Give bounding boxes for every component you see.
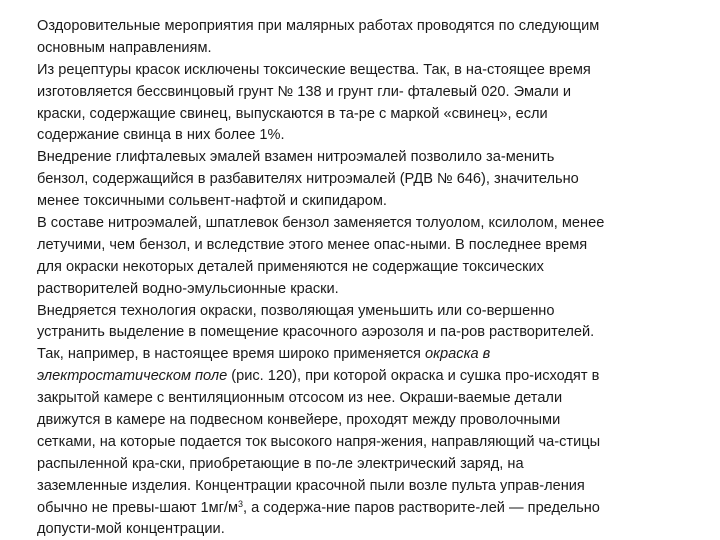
document-text — [37, 16, 697, 540]
text-line: Внедрение глифталевых эмалей взамен нитроэмалей позволило за-менить — [37, 149, 555, 166]
text-line: распыленной кра-ски, приобретающие в по-ле электрический заряд, на — [37, 455, 524, 472]
text-line: допусти-мой концентрации. — [37, 521, 225, 538]
text-line: обычно не превы-шают $1мг/м^3$, а содержа-ние паров растворите-лей — предельно — [37, 498, 600, 516]
text-line: содержание свинца в них более 1%. — [37, 127, 285, 144]
superscript: 3 — [238, 498, 244, 509]
text-line: В составе нитроэмалей, шпатлевок бензол заменяется толуолом, ксилолом, менее — [37, 215, 605, 232]
text-line: краски, содержащие свинец, выпускаются в та-ре с маркой «свинец», если — [37, 105, 548, 122]
text-line: менее токсичными сольвент-нафтой и скипидаром. — [37, 193, 387, 210]
text-line: растворителей водно-эмульсионные краски. — [37, 280, 339, 297]
text-line: для окраски некоторых деталей применяются не содержащие токсических — [37, 258, 544, 275]
text-line: Из рецептуры красок исключены токсические вещества. Так, в на-стоящее время — [37, 61, 591, 78]
text-line: электростатическом поле (рис. 120), при которой окраска и сушка про-исходят в — [37, 368, 600, 385]
text-line: закрытой камере с вентиляционным отсосом из нее. Окраши-ваемые детали — [37, 390, 563, 407]
text-line: бензол, содержащийся в разбавителях нитроэмалей (РДВ № 646), значительно — [37, 171, 579, 188]
text-line: Оздоровительные мероприятия при малярных работах проводятся по следующим — [37, 18, 600, 34]
text-line: изготовляется бессвинцовый грунт № 138 и грунт гли- фталевый 020. Эмали и — [37, 83, 572, 100]
text-line: устранить выделение в помещение красочного аэрозоля и па-ров растворителей. — [37, 324, 595, 341]
italic-term: электростатическом поле — [37, 368, 228, 385]
text-line: заземленные изделия. Концентрации красочной пыли возле пульта управ-ления — [37, 477, 585, 494]
text-line: летучими, чем бензол, и вследствие этого менее опас-ными. В последнее время — [37, 236, 588, 253]
text-line: Внедряется технология окраски, позволяющая уменьшить или со-вершенно — [37, 302, 555, 319]
text-line: основным направлениям. — [37, 39, 212, 56]
text-line: сетками, на которые подается ток высокого напря-жения, направляющий ча-стицы — [37, 433, 601, 450]
italic-term: окраска в — [425, 346, 491, 363]
text-line: Так, например, в настоящее время широко применяется окраска в — [37, 346, 491, 363]
text-line: движутся в камере на подвесном конвейере, проходят между проволочными — [37, 412, 561, 429]
